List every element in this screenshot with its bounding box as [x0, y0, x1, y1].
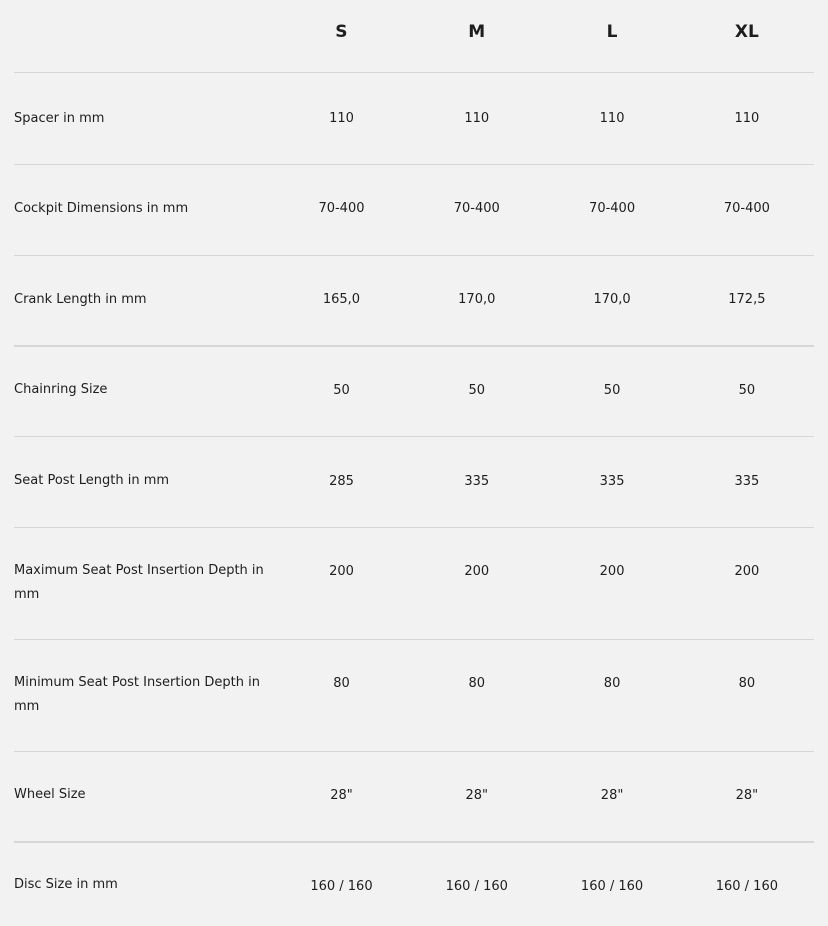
table-cell: 110 [734, 111, 760, 126]
table-cell: 70-400 [723, 201, 770, 216]
table-row [14, 437, 814, 528]
table-cell: 335 [734, 474, 760, 489]
table-cell: 80 [333, 676, 350, 691]
table-cell: 160 / 160 [445, 879, 508, 894]
table-cell: 160 / 160 [580, 879, 644, 894]
table-cell: 170,0 [593, 292, 631, 307]
row-label: Wheel Size [14, 787, 86, 802]
table-row [14, 752, 814, 843]
table-cell: 70-400 [453, 201, 500, 216]
table-cell: 28" [600, 788, 624, 803]
table-cell: 28" [735, 788, 759, 803]
row-label: Minimum Seat Post Insertion Depth in mm [14, 675, 260, 714]
table-cell: 160 / 160 [310, 879, 373, 894]
table-cell: 70-400 [318, 201, 365, 216]
table-cell: 110 [599, 111, 625, 126]
table-cell: 200 [329, 564, 354, 579]
table-cell: 50 [738, 383, 756, 398]
table-cell: 80 [738, 676, 756, 691]
table-row [14, 640, 814, 752]
table-cell: 28" [330, 788, 353, 803]
table-cell: 110 [329, 111, 354, 126]
row-label: Cockpit Dimensions in mm [14, 201, 189, 216]
size-header-xl: XL [734, 22, 759, 42]
table-cell: 160 / 160 [715, 879, 778, 894]
table-cell: 50 [333, 383, 350, 398]
row-label: Maximum Seat Post Insertion Depth in mm [14, 563, 264, 602]
table-cell: 200 [734, 564, 760, 579]
table-cell: 70-400 [589, 201, 636, 216]
table-cell: 335 [599, 474, 625, 489]
table-row [14, 347, 814, 437]
table-cell: 50 [468, 383, 486, 398]
table-row [14, 528, 814, 640]
size-header-m: M [468, 22, 486, 42]
table-row [14, 73, 814, 165]
row-label: Chainring Size [14, 382, 108, 397]
table-cell: 80 [603, 676, 621, 691]
row-label: Disc Size in mm [14, 877, 118, 892]
row-label: Crank Length in mm [14, 292, 147, 307]
table-cell: 28" [465, 788, 489, 803]
table-cell: 200 [464, 564, 490, 579]
table-cell: 170,0 [458, 292, 496, 307]
table-row [14, 843, 814, 926]
header-empty-cell [14, 0, 274, 72]
table-cell: 200 [599, 564, 625, 579]
size-header-l: L [606, 22, 618, 42]
geometry-table [14, 0, 814, 926]
table-cell: 172,5 [728, 292, 766, 307]
size-header-s: S [335, 22, 348, 42]
table-cell: 80 [468, 676, 486, 691]
table-cell: 285 [329, 474, 354, 489]
table-cell: 335 [464, 474, 490, 489]
row-label: Seat Post Length in mm [14, 473, 170, 488]
table-row [14, 256, 814, 347]
table-cell: 110 [464, 111, 490, 126]
table-header [14, 0, 814, 73]
table-row [14, 165, 814, 256]
row-label: Spacer in mm [14, 111, 105, 126]
table-cell: 50 [603, 383, 621, 398]
table-cell: 165,0 [322, 292, 361, 307]
